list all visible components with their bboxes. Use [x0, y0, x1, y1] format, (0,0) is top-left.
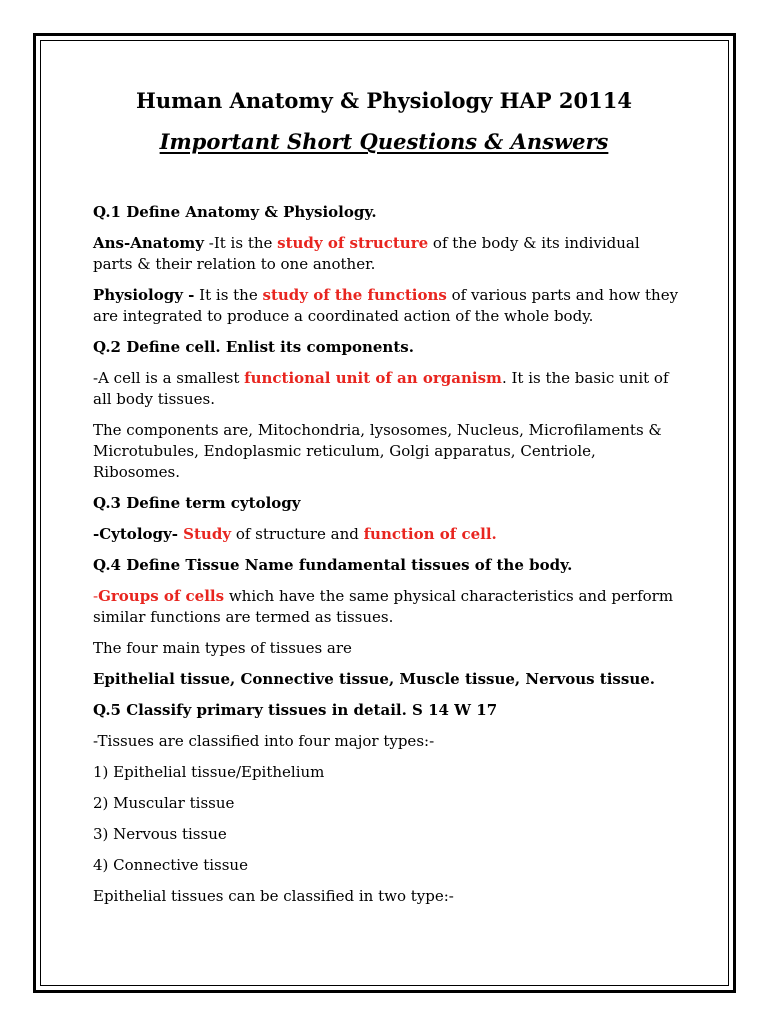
highlight-text: function of cell.: [363, 525, 497, 543]
answer-text: It is the: [194, 286, 263, 304]
answer-4-definition: [93, 586, 683, 628]
highlight-text: Groups of cells: [98, 587, 225, 605]
list-item: 3) Nervous tissue: [93, 825, 227, 843]
question-3: Q.3 Define term cytology: [93, 494, 301, 512]
document-title: Human Anatomy & Physiology HAP 20114: [136, 88, 632, 113]
list-item: 1) Epithelial tissue/Epithelium: [93, 763, 325, 781]
answer-5-intro: -Tissues are classified into four major types:-: [93, 732, 435, 750]
answer-1-anatomy: [93, 233, 683, 275]
answer-text: of various parts and how they are integrated to produce a coordinated action of the whole body.: [93, 286, 679, 325]
answer-label: Ans-Anatomy: [93, 234, 204, 252]
answer-label: Physiology -: [93, 286, 195, 304]
answer-text: . It is the basic unit of all body tissues.: [93, 369, 669, 408]
document-subtitle: Important Short Questions & Answers: [159, 129, 609, 154]
highlight-text: study of structure: [277, 234, 429, 252]
list-item: 4) Connective tissue: [93, 856, 248, 874]
answer-3: [93, 524, 683, 545]
answer-2-definition: [93, 368, 683, 410]
document-body: [93, 202, 683, 917]
answer-text: -A cell is a smallest: [93, 369, 245, 387]
answer-4-types-list: Epithelial tissue, Connective tissue, Muscle tissue, Nervous tissue.: [93, 670, 655, 688]
answer-text: -It is the: [204, 234, 278, 252]
answer-text: of the body & its individual parts & their relation to one another.: [93, 234, 640, 273]
answer-4-types-intro: The four main types of tissues are: [93, 639, 352, 657]
highlight-text: functional unit of an organism: [244, 369, 502, 387]
question-1: Q.1 Define Anatomy & Physiology.: [93, 203, 377, 221]
highlight-text: study of the functions: [262, 286, 447, 304]
answer-1-physiology: [93, 285, 683, 327]
answer-2-components: The components are, Mitochondria, lysosomes, Nucleus, Microfilaments & Microtubules, Endoplasmic reticulum, Golgi apparatus, Centriole, Ribosomes.: [93, 421, 662, 481]
question-4: Q.4 Define Tissue Name fundamental tissues of the body.: [93, 556, 573, 574]
answer-5-closing: Epithelial tissues can be classified in two type:-: [93, 887, 454, 905]
answer-text: which have the same physical characteristics and perform similar functions are termed as tissues.: [93, 587, 674, 626]
question-2: Q.2 Define cell. Enlist its components.: [93, 338, 414, 356]
answer-text: of structure and: [231, 525, 364, 543]
question-5: Q.5 Classify primary tissues in detail. S 14 W 17: [93, 701, 498, 719]
answer-dash: -: [93, 587, 99, 605]
highlight-text: Study: [177, 525, 232, 543]
list-item: 2) Muscular tissue: [93, 794, 235, 812]
answer-label: -Cytology-: [93, 525, 178, 543]
